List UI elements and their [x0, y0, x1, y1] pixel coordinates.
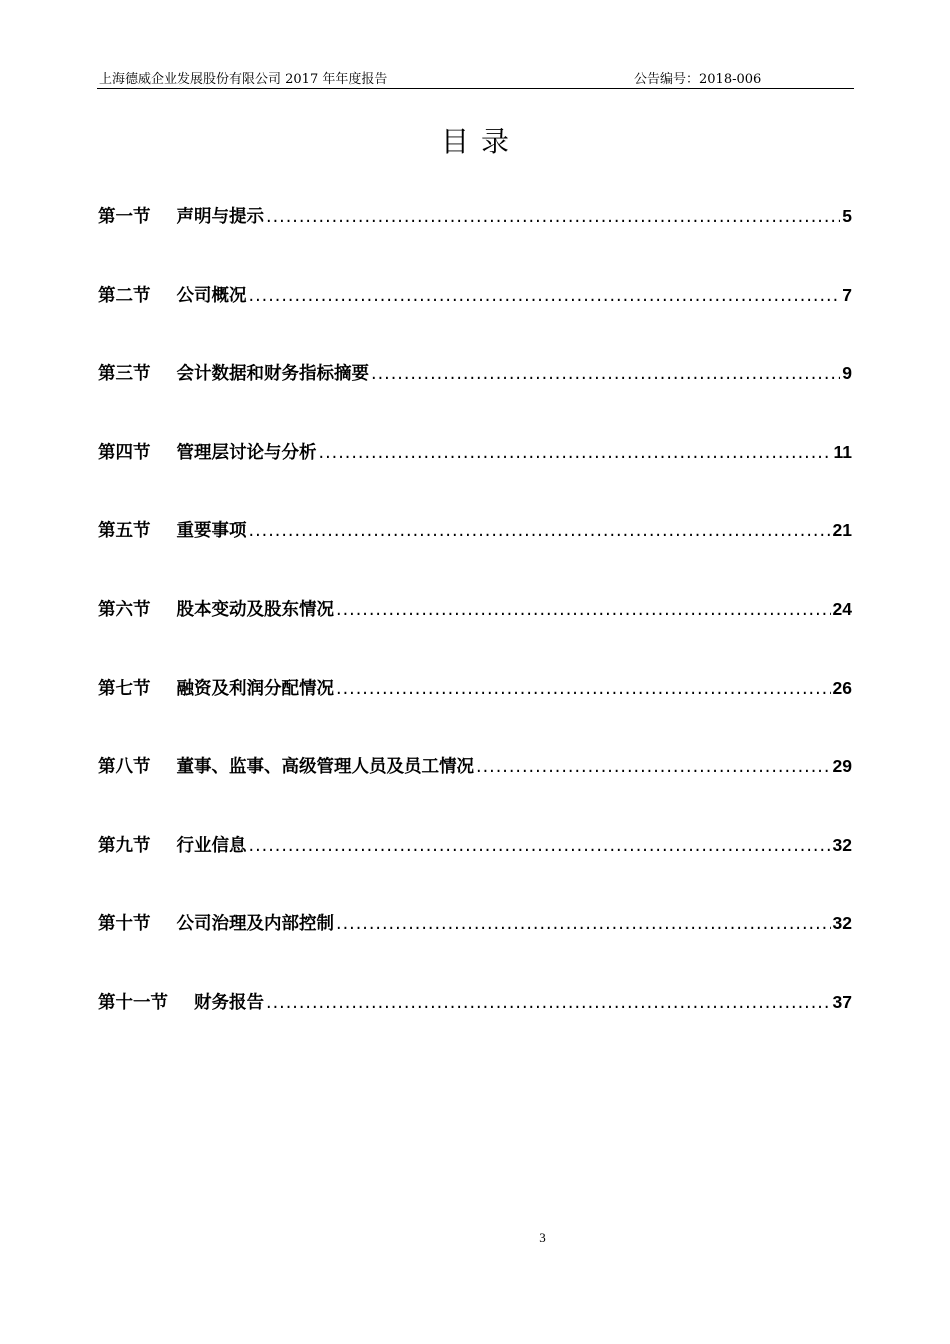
toc-dot-leader: [336, 679, 831, 699]
toc-section-number: 第一节: [98, 207, 151, 227]
toc-page-number: 9: [842, 363, 852, 384]
header-company-report: 上海德威企业发展股份有限公司 2017 年年度报告: [99, 72, 388, 87]
toc-entry[interactable]: [98, 596, 852, 675]
toc-section-title: 管理层讨论与分析: [176, 442, 317, 463]
toc-section-title: 重要事项: [176, 521, 247, 542]
toc-entry[interactable]: [98, 753, 852, 832]
toc-page-number: 5: [842, 206, 852, 226]
toc-section-title: 董事、监事、高级管理人员及员工情况: [176, 757, 474, 778]
toc-title: 目录: [440, 125, 521, 158]
toc-page-number: 7: [842, 284, 852, 305]
toc-page-number: 24: [832, 598, 852, 619]
toc-entry[interactable]: [98, 360, 852, 439]
toc-page-number: 11: [833, 441, 852, 462]
toc-entry[interactable]: [98, 910, 852, 989]
toc-section-number: 第二节: [98, 285, 151, 306]
toc-page-number: 32: [832, 913, 852, 934]
toc-page-number: 37: [832, 991, 852, 1012]
toc-section-number: 第十节: [98, 914, 151, 935]
toc-section-number: 第三节: [98, 364, 151, 385]
toc-section-title: 声明与提示: [176, 207, 264, 227]
toc-dot-leader: [249, 836, 831, 856]
page-footer: [0, 1230, 950, 1246]
toc-section-title: 行业信息: [176, 835, 247, 856]
toc-dot-leader: [371, 364, 840, 384]
toc-entry[interactable]: [98, 517, 852, 596]
toc-dot-leader: [319, 443, 832, 463]
toc-entry[interactable]: [98, 989, 852, 1068]
toc-page-number: 26: [832, 677, 852, 698]
toc-section-title: 公司治理及内部控制: [176, 914, 334, 935]
toc-section-number: 第六节: [98, 599, 151, 620]
toc-page-number: 32: [832, 834, 852, 855]
page-header: [97, 66, 854, 89]
toc-dot-leader: [249, 521, 831, 541]
toc-section-number: 第十一节: [98, 992, 168, 1013]
toc-entry[interactable]: [98, 832, 852, 911]
table-of-contents: [98, 203, 852, 1068]
footer-page-number: 3: [539, 1230, 546, 1245]
toc-dot-leader: [266, 993, 831, 1013]
toc-section-number: 第四节: [98, 442, 151, 463]
toc-section-title: 公司概况: [176, 285, 247, 306]
toc-entry[interactable]: [98, 203, 852, 282]
toc-entry[interactable]: [98, 439, 852, 518]
header-announcement-number: 公告编号：2018-006: [634, 72, 762, 87]
toc-section-title: 财务报告: [194, 992, 264, 1013]
toc-dot-leader: [336, 914, 831, 934]
toc-section-number: 第五节: [98, 521, 151, 542]
toc-section-number: 第九节: [98, 835, 151, 856]
toc-section-title: 股本变动及股东情况: [176, 599, 334, 620]
toc-entry[interactable]: [98, 282, 852, 361]
toc-dot-leader: [336, 600, 831, 620]
toc-section-title: 会计数据和财务指标摘要: [176, 364, 369, 385]
toc-section-title: 融资及利润分配情况: [176, 678, 334, 699]
toc-page-number: 29: [832, 756, 852, 777]
toc-dot-leader: [476, 757, 831, 777]
toc-page-number: 21: [832, 520, 852, 541]
toc-section-number: 第七节: [98, 678, 151, 699]
toc-section-number: 第八节: [98, 757, 151, 778]
toc-dot-leader: [266, 207, 840, 227]
toc-dot-leader: [249, 286, 841, 306]
toc-entry[interactable]: [98, 675, 852, 754]
